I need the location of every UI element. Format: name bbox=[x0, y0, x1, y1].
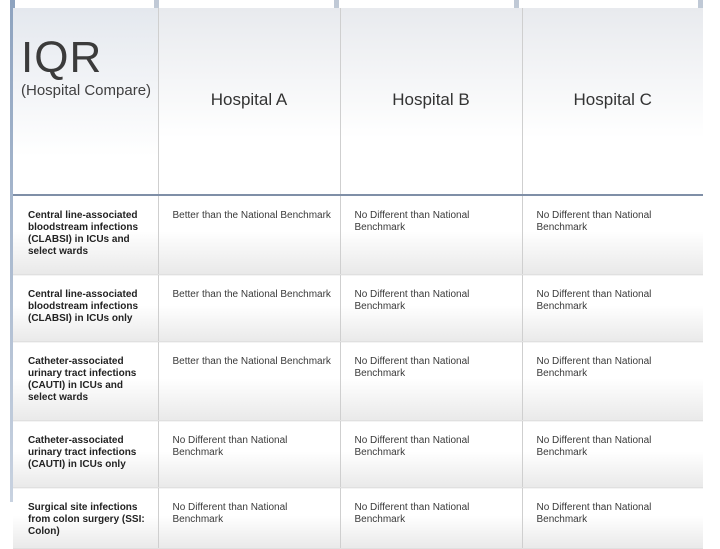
hospital-c-value: No Different than National Benchmark bbox=[522, 421, 703, 488]
hospital-b-value: No Different than National Benchmark bbox=[340, 421, 522, 488]
hospital-b-value: No Different than National Benchmark bbox=[340, 488, 522, 549]
hospital-c-value: No Different than National Benchmark bbox=[522, 488, 703, 549]
hospital-c-value: No Different than National Benchmark bbox=[522, 342, 703, 421]
measure-label: Central line-associated bloodstream infections (CLABSI) in ICUs only bbox=[13, 275, 158, 342]
column-header-hospital-b: Hospital B bbox=[340, 8, 522, 194]
title-cell bbox=[13, 8, 158, 194]
hospital-a-value: No Different than National Benchmark bbox=[158, 488, 340, 549]
measure-label: Catheter-associated urinary tract infections (CAUTI) in ICUs only bbox=[13, 421, 158, 488]
hospital-b-value: No Different than National Benchmark bbox=[340, 196, 522, 275]
table-header-row bbox=[13, 8, 703, 194]
hospital-c-value: No Different than National Benchmark bbox=[522, 196, 703, 275]
table-row bbox=[13, 488, 703, 549]
table-row bbox=[13, 421, 703, 488]
column-header-hospital-a: Hospital A bbox=[158, 8, 340, 194]
hospital-a-value: No Different than National Benchmark bbox=[158, 421, 340, 488]
hospital-a-value: Better than the National Benchmark bbox=[158, 275, 340, 342]
hospital-a-value: Better than the National Benchmark bbox=[158, 196, 340, 275]
hospital-c-value: No Different than National Benchmark bbox=[522, 275, 703, 342]
table-row bbox=[13, 342, 703, 421]
table-row bbox=[13, 196, 703, 275]
measure-label: Catheter-associated urinary tract infections (CAUTI) in ICUs and select wards bbox=[13, 342, 158, 421]
column-header-hospital-c: Hospital C bbox=[522, 8, 703, 194]
hospital-a-value: Better than the National Benchmark bbox=[158, 342, 340, 421]
measure-label: Central line-associated bloodstream infections (CLABSI) in ICUs and select wards bbox=[13, 196, 158, 275]
hospital-b-value: No Different than National Benchmark bbox=[340, 342, 522, 421]
measure-label: Surgical site infections from colon surgery (SSI: Colon) bbox=[13, 488, 158, 549]
page-subtitle: (Hospital Compare) bbox=[21, 82, 152, 99]
page-title: IQR bbox=[21, 33, 103, 82]
comparison-table bbox=[13, 8, 703, 549]
table-row bbox=[13, 275, 703, 342]
hospital-b-value: No Different than National Benchmark bbox=[340, 275, 522, 342]
